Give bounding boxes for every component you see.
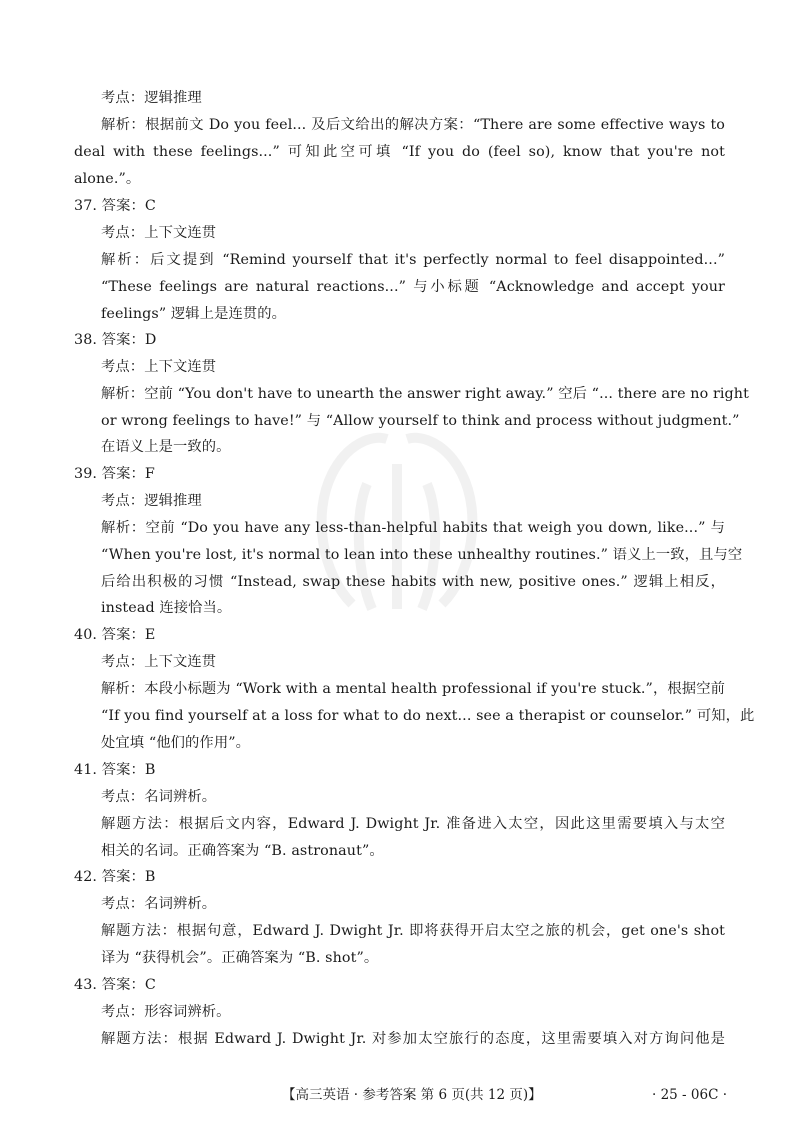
analysis-36-line-2: deal with these feelings...” 可知此空可填 “If you do (feel so), know that you're not xyxy=(74,144,725,160)
kaodian-43: 考点：形容词辨析。 xyxy=(101,1004,231,1020)
footer-code: · 25 - 06C · xyxy=(652,1087,727,1103)
footer-page-info: 【高三英语 · 参考答案 第 6 页(共 12 页)】 xyxy=(282,1087,542,1103)
answer-42: 42. 答案：B xyxy=(74,869,156,885)
analysis-42-line-1: 解题方法：根据句意，Edward J. Dwight Jr. 即将获得开启太空之旅的机会，get one's shot xyxy=(101,923,725,939)
kaodian-41: 考点：名词辨析。 xyxy=(101,789,217,805)
kaodian-39: 考点：逻辑推理 xyxy=(101,493,202,509)
analysis-39-line-2: “When you're lost, it's normal to lean into these unhealthy routines.” 语义上一致，且与空 xyxy=(101,547,743,563)
kaodian-38: 考点：上下文连贯 xyxy=(101,359,217,375)
analysis-39-line-3: 后给出积极的习惯 “Instead, swap these habits with new, positive ones.” 逻辑上相反， xyxy=(101,574,725,590)
kaodian-37: 考点：上下文连贯 xyxy=(101,225,217,241)
analysis-37-line-2: “These feelings are natural reactions...” 与小标题 “Acknowledge and accept your xyxy=(101,279,725,295)
analysis-41-line-1: 解题方法：根据后文内容，Edward J. Dwight Jr. 准备进入太空，因此这里需要填入与太空 xyxy=(101,816,725,832)
answer-43: 43. 答案：C xyxy=(74,977,156,993)
answer-38: 38. 答案：D xyxy=(74,332,157,348)
analysis-38-line-3: 在语义上是一致的。 xyxy=(101,439,231,455)
kaodian-42: 考点：名词辨析。 xyxy=(101,896,217,912)
answer-40: 40. 答案：E xyxy=(74,627,156,643)
analysis-39-line-1: 解析：空前 “Do you have any less-than-helpful habits that weigh you down, like...” 与 xyxy=(101,520,725,536)
analysis-37-line-3: feelings” 逻辑上是连贯的。 xyxy=(101,306,287,322)
kaodian-40: 考点：上下文连贯 xyxy=(101,654,217,670)
analysis-36-line-1: 解析：根据前文 Do you feel... 及后文给出的解决方案：“There are some effective ways to xyxy=(101,117,725,133)
answer-39: 39. 答案：F xyxy=(74,466,155,482)
analysis-37-line-1: 解析：后文提到 “Remind yourself that it's perfectly normal to feel disappointed...” xyxy=(101,252,725,268)
analysis-38-line-2: or wrong feelings to have!” 与 “Allow yourself to think and process without judgment.” xyxy=(101,413,740,429)
analysis-42-line-2: 译为 “获得机会”。正确答案为 “B. shot”。 xyxy=(101,950,379,966)
answer-41: 41. 答案：B xyxy=(74,762,156,778)
answer-37: 37. 答案：C xyxy=(74,198,156,214)
analysis-40-line-2: “If you find yourself at a loss for what to do next... see a therapist or counselor.” 可知，此 xyxy=(101,708,755,724)
analysis-43-line-1: 解题方法：根据 Edward J. Dwight Jr. 对参加太空旅行的态度，这里需要填入对方询问他是 xyxy=(101,1031,725,1047)
analysis-41-line-2: 相关的名词。正确答案为 “B. astronaut”。 xyxy=(101,843,384,859)
analysis-36-line-3: alone.”。 xyxy=(74,171,141,187)
analysis-40-line-1: 解析：本段小标题为 “Work with a mental health professional if you're stuck.”，根据空前 xyxy=(101,681,725,697)
kaodian-36: 考点：逻辑推理 xyxy=(101,90,202,106)
analysis-38-line-1: 解析：空前 “You don't have to unearth the answer right away.” 空后 “... there are no right xyxy=(101,386,749,402)
analysis-40-line-3: 处宜填 “他们的作用”。 xyxy=(101,735,251,751)
analysis-39-line-4: instead 连接恰当。 xyxy=(101,600,232,616)
